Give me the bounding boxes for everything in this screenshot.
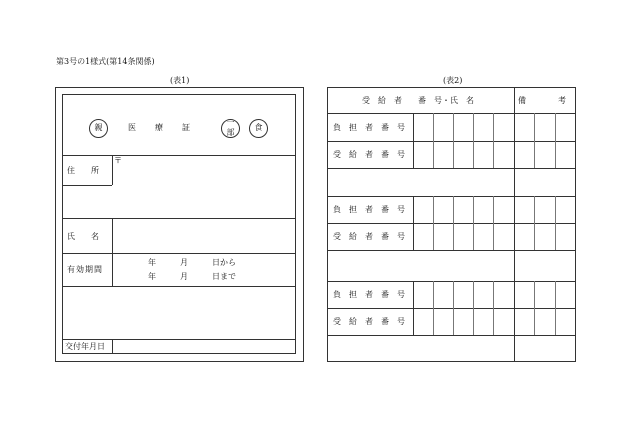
table2-header-right: 備 考	[518, 96, 566, 105]
t1-vdiv-issue	[112, 339, 113, 354]
t2-g2-top	[327, 196, 576, 197]
t2-g1-line-a	[327, 141, 576, 142]
g3-payer-label: 負 担 者 番 号	[333, 290, 405, 299]
validity-from: 年 月 日から	[148, 258, 236, 267]
t1-line-1	[62, 155, 296, 156]
digit-cell-divider	[413, 113, 414, 168]
digit-cell-divider	[413, 281, 414, 335]
t2-g2-line-a	[327, 223, 576, 224]
digit-cell-divider	[493, 113, 494, 168]
t2-g2-line-b	[327, 250, 576, 251]
t1-line-6	[62, 339, 296, 340]
digit-cell-divider	[534, 113, 535, 168]
digit-cell-divider	[555, 113, 556, 168]
form-title: 第3号の1様式(第14条関係)	[56, 57, 155, 66]
g3-recipient-label: 受 給 者 番 号	[333, 317, 405, 326]
name-label: 氏 名	[67, 232, 99, 241]
digit-cell-divider	[473, 281, 474, 335]
g1-payer-label: 負 担 者 番 号	[333, 123, 405, 132]
postal-mark: 〒	[114, 156, 122, 165]
t1-vdiv-address	[112, 155, 113, 185]
digit-cell-divider	[555, 281, 556, 335]
partial-stamp-text-top: 一	[226, 118, 235, 127]
digit-cell-divider	[433, 281, 434, 335]
address-label: 住 所	[67, 166, 99, 175]
t1-line-4	[62, 253, 296, 254]
table2-header-left: 受 給 者 番 号・氏 名	[362, 96, 474, 105]
t1-line-3	[62, 218, 296, 219]
digit-cell-divider	[534, 281, 535, 335]
digit-cell-divider	[453, 196, 454, 250]
g2-payer-label: 負 担 者 番 号	[333, 205, 405, 214]
t1-vdiv-name-validity	[112, 218, 113, 286]
certificate-heading: 医 療 証	[128, 123, 191, 132]
digit-cell-divider	[493, 281, 494, 335]
digit-cell-divider	[413, 196, 414, 250]
table1-caption: (表1)	[170, 76, 190, 85]
digit-cell-divider	[514, 281, 515, 335]
digit-cell-divider	[433, 196, 434, 250]
digit-cell-divider	[514, 196, 515, 250]
t2-g3-line-a	[327, 308, 576, 309]
digit-cell-divider	[453, 113, 454, 168]
partial-stamp-text-bottom: 部	[226, 128, 235, 137]
digit-cell-divider	[493, 196, 494, 250]
digit-cell-divider	[433, 113, 434, 168]
parent-stamp-text: 親	[94, 123, 103, 132]
validity-label: 有効期間	[67, 265, 103, 274]
digit-cell-divider	[473, 113, 474, 168]
issue-date-label: 交付年月日	[65, 342, 105, 351]
t2-g1-line-b	[327, 168, 576, 169]
t2-header-line	[327, 113, 576, 114]
digit-cell-divider	[555, 196, 556, 250]
digit-cell-divider	[473, 196, 474, 250]
table2-caption: (表2)	[443, 76, 463, 85]
g1-recipient-label: 受 給 者 番 号	[333, 150, 405, 159]
meal-stamp-text: 食	[254, 123, 263, 132]
digit-cell-divider	[453, 281, 454, 335]
t2-g3-line-b	[327, 335, 576, 336]
validity-to: 年 月 日まで	[148, 272, 236, 281]
t1-line-5	[62, 286, 296, 287]
t2-g3-top	[327, 281, 576, 282]
digit-cell-divider	[534, 196, 535, 250]
digit-cell-divider	[514, 113, 515, 168]
g2-recipient-label: 受 給 者 番 号	[333, 232, 405, 241]
t1-line-2	[62, 185, 112, 186]
